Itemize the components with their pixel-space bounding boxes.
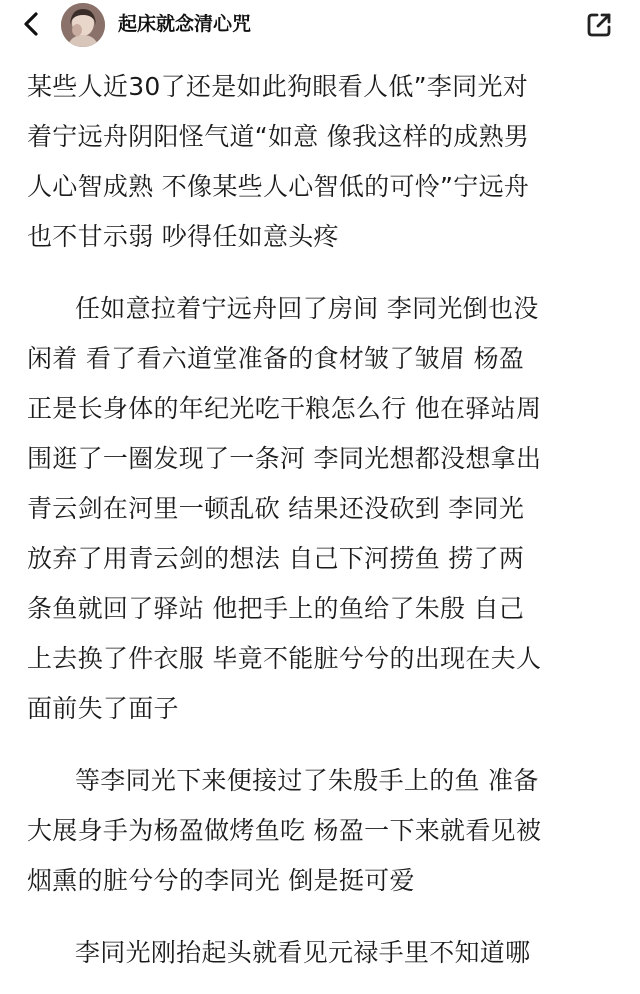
text-line: 正是长身体的年纪光吃干粮怎么行 他在驿站周 bbox=[27, 394, 542, 423]
share-external-icon bbox=[585, 11, 613, 39]
paragraph-1 bbox=[27, 62, 623, 262]
text-line: 着宁远舟阴阳怪气道“如意 像我这样的成熟男 bbox=[27, 122, 530, 151]
text-line: 某些人近30了还是如此狗眼看人低”李同光对 bbox=[27, 72, 529, 101]
top-navigation-bar bbox=[0, 0, 640, 52]
text-line: 李同光刚抬起头就看见元禄手里不知道哪 bbox=[75, 938, 531, 967]
text-line: 上去换了件衣服 毕竟不能脏兮兮的出现在夫人 bbox=[27, 644, 542, 673]
text-line: 条鱼就回了驿站 他把手上的鱼给了朱殷 自己 bbox=[27, 594, 525, 623]
author-avatar[interactable] bbox=[61, 3, 105, 47]
text-line: 人心智成熟 不像某些人心智低的可怜”宁远舟 bbox=[27, 172, 530, 201]
article-body bbox=[27, 62, 623, 978]
text-line: 大展身手为杨盈做烤鱼吃 杨盈一下来就看见被 bbox=[27, 816, 542, 845]
text-line: 面前失了面子 bbox=[27, 694, 179, 723]
text-line: 放弃了用青云剑的想法 自己下河捞鱼 捞了两 bbox=[27, 544, 525, 573]
text-line: 围逛了一圈发现了一条河 李同光想都没想拿出 bbox=[27, 444, 542, 473]
author-name[interactable]: 起床就念清心咒 bbox=[118, 13, 252, 35]
paragraph-4 bbox=[27, 928, 623, 978]
text-line: 烟熏的脏兮兮的李同光 倒是挺可爱 bbox=[27, 866, 415, 895]
text-line: 也不甘示弱 吵得任如意头疼 bbox=[27, 222, 339, 251]
paragraph-2 bbox=[27, 284, 623, 734]
text-line: 青云剑在河里一顿乱砍 结果还没砍到 李同光 bbox=[27, 494, 525, 523]
text-line: 闲着 看了看六道堂准备的食材皱了皱眉 杨盈 bbox=[27, 344, 525, 373]
chevron-left-icon bbox=[21, 11, 43, 37]
text-line: 等李同光下来便接过了朱殷手上的鱼 准备 bbox=[75, 766, 539, 795]
text-line: 任如意拉着宁远舟回了房间 李同光倒也没 bbox=[75, 294, 539, 323]
avatar-portrait-icon bbox=[61, 3, 105, 47]
back-button[interactable] bbox=[16, 8, 48, 40]
paragraph-3 bbox=[27, 756, 623, 906]
share-button[interactable] bbox=[582, 8, 616, 42]
